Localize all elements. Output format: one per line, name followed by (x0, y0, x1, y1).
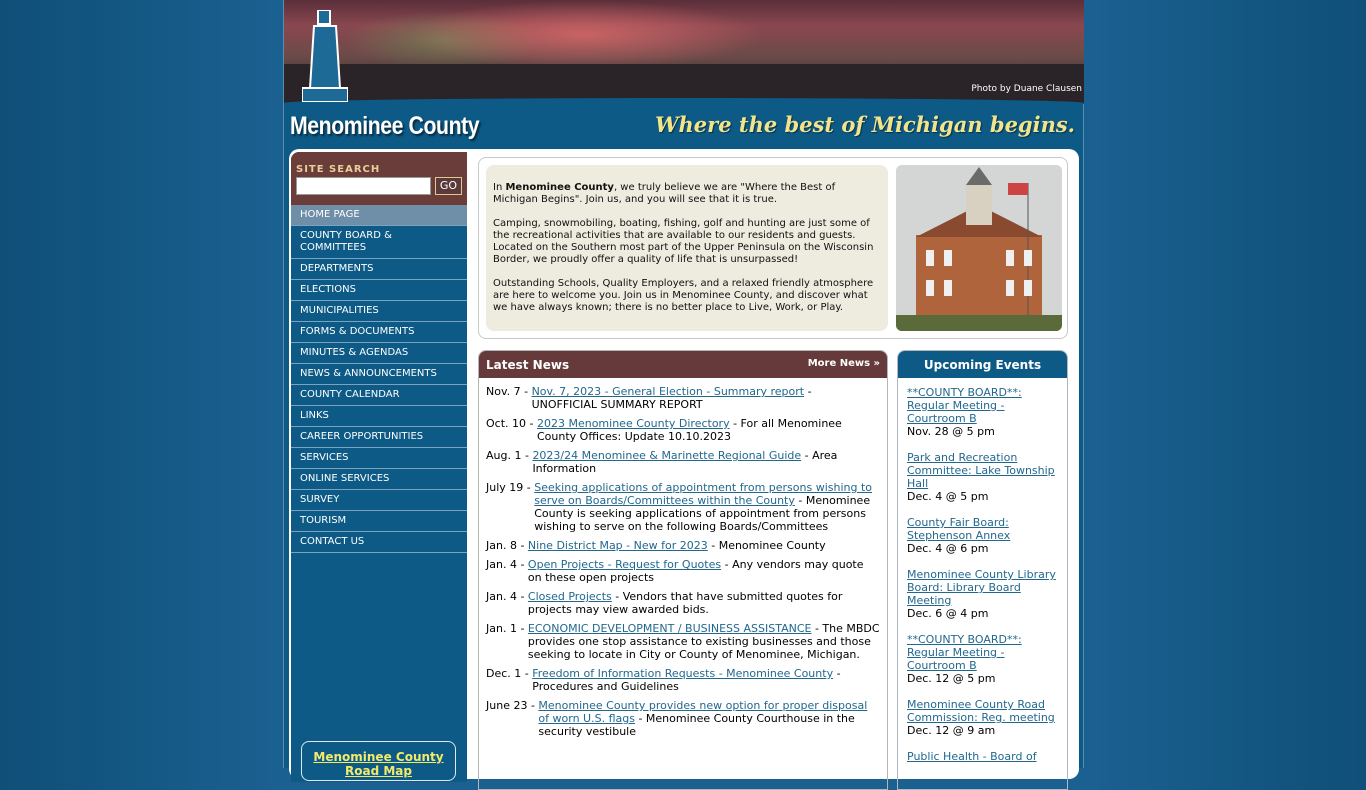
event-link[interactable]: **COUNTY BOARD**: Regular Meeting - Courtroom B (907, 386, 1022, 425)
news-item (486, 539, 880, 552)
road-map-box (301, 741, 456, 781)
search-input[interactable] (296, 177, 431, 195)
upcoming-events-title: Upcoming Events (923, 358, 1042, 372)
intro-paragraph: Outstanding Schools, Quality Employers, and a relaxed friendly atmosphere are here to welcome you. Join us in Menominee County, and discover what we have always known; there is no better place to Live, Work, or Play. (493, 278, 874, 313)
upcoming-events-box (897, 350, 1068, 790)
news-link[interactable]: Nov. 7, 2023 - General Election - Summary report (531, 385, 805, 398)
nav-minutes-agendas[interactable]: MINUTES & AGENDAS (291, 343, 467, 364)
nav-links[interactable]: LINKS (291, 406, 467, 427)
news-description: - Menominee County (707, 539, 826, 552)
site-search (291, 152, 467, 205)
nav-career-opportunities[interactable]: CAREER OPPORTUNITIES (291, 427, 467, 448)
event-item (898, 698, 1067, 737)
news-link[interactable]: Open Projects - Request for Quotes (527, 558, 722, 571)
content-panel (289, 149, 1079, 779)
event-time: Dec. 4 @ 5 pm (907, 490, 989, 503)
event-item (898, 568, 1067, 620)
nav-departments[interactable]: DEPARTMENTS (291, 259, 467, 280)
page-container (283, 0, 1084, 778)
news-item (486, 590, 880, 616)
nav-news-announcements[interactable]: NEWS & ANNOUNCEMENTS (291, 364, 467, 385)
news-description: - Any vendors may quote on these open projects (527, 558, 864, 584)
news-item (486, 622, 880, 661)
event-link[interactable]: Menominee County Road Commission: Reg. meeting (907, 698, 1055, 724)
news-item (486, 699, 880, 738)
events-list (898, 386, 1067, 763)
news-date: July 19 - (486, 481, 535, 494)
news-link[interactable]: Closed Projects (527, 590, 612, 603)
intro-county-name: Menominee County (505, 182, 614, 193)
news-item (486, 417, 880, 443)
event-item (898, 451, 1067, 503)
nav-tourism[interactable]: TOURISM (291, 511, 467, 532)
news-description: - Procedures and Guidelines (532, 667, 841, 693)
site-title[interactable]: Menominee County (290, 112, 480, 140)
news-description: - Vendors that have submitted quotes for projects may view awarded bids. (527, 590, 843, 616)
news-link[interactable]: Freedom of Information Requests - Menominee County (532, 667, 834, 680)
news-description: - Menominee County Courthouse in the security vestibule (538, 712, 855, 738)
event-link[interactable]: Park and Recreation Committee: Lake Township Hall (907, 451, 1055, 490)
news-date: Dec. 1 - (486, 667, 533, 680)
news-link[interactable]: Nine District Map - New for 2023 (527, 539, 708, 552)
news-description: - For all Menominee County Offices: Update 10.10.2023 (536, 417, 842, 443)
event-item (898, 633, 1067, 685)
nav-elections[interactable]: ELECTIONS (291, 280, 467, 301)
more-news-link[interactable]: More News » (807, 358, 880, 369)
news-list (479, 378, 887, 738)
latest-news-title: Latest News (486, 358, 570, 372)
news-link[interactable]: Menominee County provides new option for proper disposal of worn U.S. flags (538, 699, 868, 725)
intro-text (486, 165, 888, 331)
event-time: Dec. 6 @ 4 pm (907, 607, 989, 620)
news-date: Jan. 4 - (486, 558, 528, 571)
nav-online-services[interactable]: ONLINE SERVICES (291, 469, 467, 490)
event-time: Dec. 12 @ 9 am (907, 724, 996, 737)
news-item (486, 558, 880, 584)
event-time: Dec. 4 @ 6 pm (907, 542, 989, 555)
event-time: Dec. 12 @ 5 pm (907, 672, 996, 685)
tagline: Where the best of Michigan begins. (654, 112, 1075, 137)
nav-services[interactable]: SERVICES (291, 448, 467, 469)
news-date: June 23 - (486, 699, 539, 712)
news-description: - Menominee County is seeking applications of appointment from persons wishing to serve on the following Boards/Committees (534, 494, 871, 533)
news-link[interactable]: 2023/24 Menominee & Marinette Regional Guide (532, 449, 802, 462)
news-link[interactable]: Seeking applications of appointment from persons wishing to serve on Boards/Committees within the County (534, 481, 873, 507)
nav-municipalities[interactable]: MUNICIPALITIES (291, 301, 467, 322)
sidebar (291, 152, 467, 782)
event-item (898, 516, 1067, 555)
courthouse-photo (896, 165, 1062, 331)
photo-credit: Photo by Duane Clausen (971, 84, 1082, 94)
news-item (486, 481, 880, 533)
nav-survey[interactable]: SURVEY (291, 490, 467, 511)
news-item (486, 385, 880, 411)
news-description: - The MBDC provides one stop assistance to existing businesses and those seeking to locate in City or County of Menominee, Michigan. (527, 622, 880, 661)
nav-county-board[interactable]: COUNTY BOARD & COMMITTEES (291, 226, 467, 259)
news-link[interactable]: ECONOMIC DEVELOPMENT / BUSINESS ASSISTANCE (527, 622, 812, 635)
event-item (898, 386, 1067, 438)
news-date: Jan. 8 - (486, 539, 528, 552)
nav-home-page[interactable]: HOME PAGE (291, 205, 467, 226)
news-date: Nov. 7 - (486, 385, 532, 398)
nav-forms-documents[interactable]: FORMS & DOCUMENTS (291, 322, 467, 343)
event-link[interactable]: **COUNTY BOARD**: Regular Meeting - Courtroom B (907, 633, 1022, 672)
news-description: - UNOFFICIAL SUMMARY REPORT (531, 385, 812, 411)
news-link[interactable]: 2023 Menominee County Directory (536, 417, 730, 430)
intro-box (478, 157, 1068, 339)
nav-county-calendar[interactable]: COUNTY CALENDAR (291, 385, 467, 406)
main-nav (291, 205, 467, 553)
news-description: - Area Information (532, 449, 838, 475)
news-item (486, 667, 880, 693)
intro-text-part: In (493, 182, 506, 193)
event-item (898, 750, 1067, 763)
site-search-label: SITE SEARCH (296, 164, 381, 175)
event-link[interactable]: County Fair Board: Stephenson Annex (907, 516, 1011, 542)
news-date: Aug. 1 - (486, 449, 533, 462)
event-link[interactable]: Public Health - Board of (907, 750, 1037, 763)
intro-paragraph: Camping, snowmobiling, boating, fishing, golf and hunting are just some of the recreational activities that are available to our residents and guests. Located on the Southern most part of the Upper Peninsula on the Wisconsin Border, we proudly offer a quality of life that is unsurpassed! (493, 218, 874, 265)
lighthouse-logo-icon (302, 10, 348, 102)
intro-text-part: , we truly believe we are "Where the Best of Michigan Begins". Join us, and you will see that it is true. (493, 182, 836, 205)
news-date: Jan. 1 - (486, 622, 528, 635)
news-date: Oct. 10 - (486, 417, 537, 430)
search-go-button[interactable]: GO (435, 177, 462, 195)
latest-news-box (478, 350, 888, 790)
event-link[interactable]: Menominee County Library Board: Library Board Meeting (907, 568, 1056, 607)
event-time: Nov. 28 @ 5 pm (907, 425, 995, 438)
news-date: Jan. 4 - (486, 590, 528, 603)
road-map-link[interactable]: Menominee County Road Map (313, 750, 444, 778)
nav-contact-us[interactable]: CONTACT US (291, 532, 467, 553)
news-item (486, 449, 880, 475)
header-banner (284, 0, 1084, 104)
